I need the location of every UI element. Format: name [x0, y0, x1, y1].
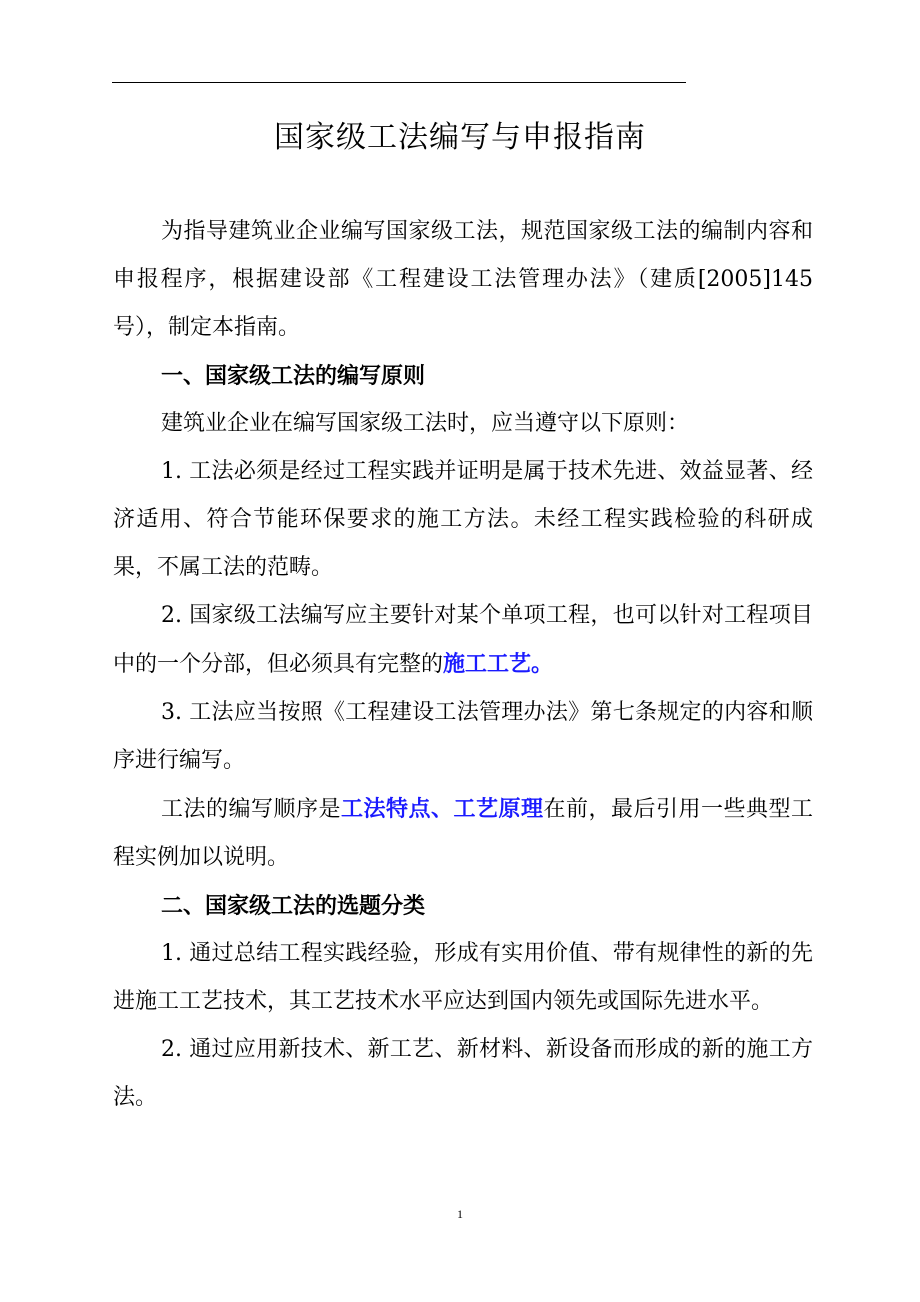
section2-item1: 1. 通过总结工程实践经验，形成有实用价值、带有规律性的新的先进施工工艺技术，其工艺技术水平应达到国内领先或国际先进水平。: [113, 941, 813, 1014]
document-body: [113, 208, 813, 1122]
intro-paragraph: 为指导建筑业企业编写国家级工法，规范国家级工法的编制内容和申报程序，根据建设部《工程建设工法管理办法》（建质[2005]145号），制定本指南。: [113, 219, 813, 340]
header-rule: [112, 82, 686, 83]
order-text-after: 在前，最后引用一些典型工程实例加以说明。: [113, 797, 813, 870]
section1-item2-highlight: 施工工艺。: [443, 651, 554, 677]
section1-heading: 一、国家级工法的编写原则: [161, 363, 426, 389]
section1-order: [113, 785, 813, 882]
section1-item2: [113, 592, 813, 689]
order-text-before: 工法的编写顺序是: [161, 797, 341, 822]
section1-item3: 3. 工法应当按照《工程建设工法管理办法》第七条规定的内容和顺序进行编写。: [113, 700, 813, 773]
page-number: 1: [457, 1207, 463, 1221]
order-highlight: 工法特点、工艺原理: [341, 796, 544, 822]
section1-item2-text: 2. 国家级工法编写应主要针对某个单项工程，也可以针对工程项目中的一个分部，但必须具有完整的: [113, 603, 813, 677]
section2-item2: 2. 通过应用新技术、新工艺、新材料、新设备而形成的新的施工方法。: [113, 1037, 813, 1110]
section2-heading: 二、国家级工法的选题分类: [161, 893, 426, 919]
document-title: 国家级工法编写与申报指南: [274, 120, 646, 155]
section1-lead: 建筑业企业在编写国家级工法时，应当遵守以下原则：: [161, 411, 690, 436]
section1-item1: 1. 工法必须是经过工程实践并证明是属于技术先进、效益显著、经济适用、符合节能环保要求的施工方法。未经工程实践检验的科研成果，不属工法的范畴。: [113, 459, 813, 580]
